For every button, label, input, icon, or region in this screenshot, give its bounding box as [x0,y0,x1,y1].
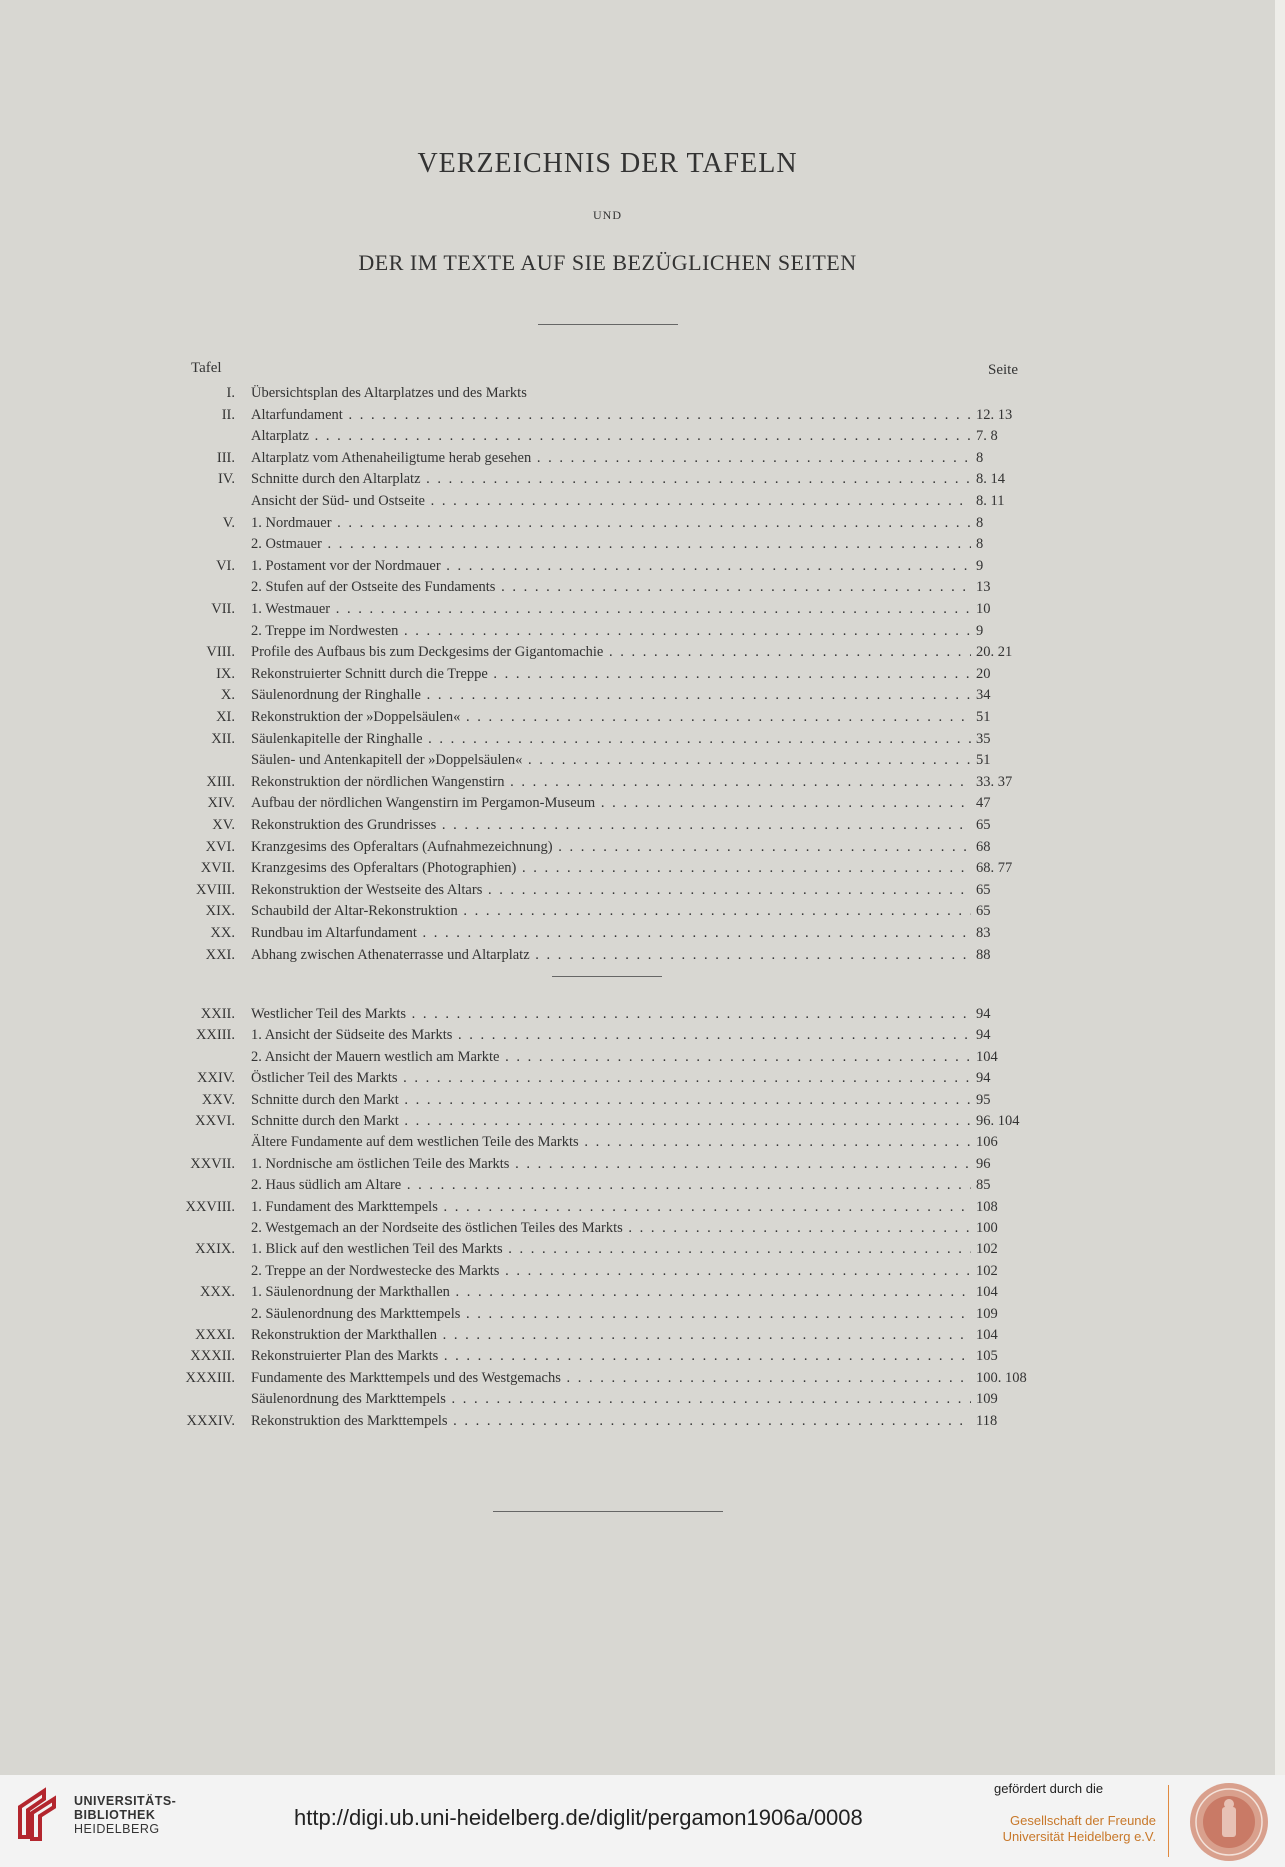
toc-entry [0,428,1285,449]
page-reference: 105 [976,1348,998,1365]
plate-number: I. [226,385,235,401]
toc-entry [0,1263,1285,1284]
plate-number: XXIV. [197,1070,235,1087]
page-reference: 94 [976,1027,991,1044]
page-reference: 68 [976,838,991,855]
plate-number: V. [222,514,235,531]
plate-title: Rekonstruktion der nördlichen Wangenstirn . . . [251,774,971,791]
page-reference: 102 [976,1241,998,1258]
plate-number: VIII. [206,644,235,661]
page-reference: 12. 13 [976,406,1013,423]
page-reference: 7. 8 [976,428,998,445]
page-reference: 106 [976,1134,998,1151]
page-reference: 94 [976,1070,991,1087]
plate-title: 1. Fundament des Markttempels . . . [251,1199,971,1216]
toc-entry [0,471,1285,492]
plate-number: XXIII. [195,1027,235,1044]
page-reference: 104 [976,1327,998,1343]
toc-entry [0,839,1285,860]
university-seal-icon [1188,1781,1270,1863]
plate-title: Schaubild der Altar-Rekonstruktion . . . [251,903,971,920]
plate-number: XXVI. [195,1113,235,1129]
plate-number: XXII. [200,1006,235,1022]
library-name-line2: BIBLIOTHEK [74,1808,156,1822]
toc-entry [0,666,1285,687]
plate-number: XV. [212,817,235,833]
page-reference: 8 [976,536,984,553]
page-reference: 88 [976,946,991,963]
toc-entry [0,1070,1285,1091]
plate-number: XXV. [201,1091,235,1108]
plate-number: XI. [216,709,235,725]
plate-number: IX. [216,665,235,682]
plate-title: Rekonstruktion des Grundrisses . . . [251,817,971,834]
toc-entry [0,1134,1285,1155]
toc-entry [0,1006,1285,1027]
toc-entry [0,752,1285,773]
sponsor-name [968,1813,1156,1845]
toc-entry [0,1177,1285,1198]
toc-entry [0,709,1285,730]
library-logo-icon [14,1785,62,1843]
plate-title: Abhang zwischen Athenaterrasse und Altarplatz . . . [251,947,971,964]
plate-title: Rekonstruktion des Markttempels . . . [251,1413,971,1430]
page-reference: 33. 37 [976,773,1013,790]
footer-bar [0,1775,1285,1867]
page-reference: 109 [976,1305,998,1322]
end-divider [493,1511,723,1512]
plate-number: XXVIII. [185,1198,235,1215]
plate-title: Schnitte durch den Markt . . . [251,1092,971,1109]
plate-title: Rekonstruktion der Westseite des Altars . . . [251,882,971,899]
sponsor-intro: gefördert durch die [994,1781,1104,1796]
page-reference: 47 [976,795,991,812]
toc-entry [0,1391,1285,1412]
toc-entry [0,1199,1285,1220]
toc-entry [0,1348,1285,1369]
page-reference: 34 [976,687,991,704]
page-reference: 8 [976,514,984,531]
plate-title: 2. Westgemach an der Nordseite des östlichen Teiles des Markts . . . [251,1220,971,1237]
page-reference: 100. 108 [976,1369,1027,1386]
toc-entry [0,903,1285,924]
plate-title: Schnitte durch den Altarplatz . . . [251,471,971,488]
permalink-url[interactable]: http://digi.ub.uni-heidelberg.de/diglit/pergamon1906a/0008 [294,1805,863,1830]
page-reference: 100 [976,1220,998,1236]
toc-entry [0,1092,1285,1113]
toc-entry [0,558,1285,579]
title-conjunction: UND [593,208,622,222]
page-reference: 20. 21 [976,644,1013,661]
plate-title: 2. Säulenordnung des Markttempels . . . [251,1306,971,1323]
sponsor-name-line2: Universität Heidelberg e.V. [1002,1829,1156,1844]
toc-entry [0,1027,1285,1048]
library-name-line1: UNIVERSITÄTS- [74,1794,177,1808]
page-reference: 104 [976,1048,998,1065]
toc-entry [0,795,1285,816]
plate-title: Säulenordnung des Markttempels . . . [251,1391,971,1408]
plate-title: Säulen- und Antenkapitell der »Doppelsäulen« . . . [251,752,971,769]
plate-number: XVII. [200,860,235,877]
plate-number: VII. [211,601,235,617]
page-reference: 65 [976,903,991,920]
plate-title: Altarfundament . . . [251,407,971,424]
library-name-line3: HEIDELBERG [74,1822,160,1836]
sponsor-name-line1: Gesellschaft der Freunde [1010,1813,1156,1828]
toc-entry [0,731,1285,752]
page-reference: 68. 77 [976,860,1013,877]
plate-title: Kranzgesims des Opferaltars (Aufnahmezeichnung) . . . [251,839,971,856]
library-name [74,1794,176,1836]
plate-title: 2. Ansicht der Mauern westlich am Markte . . . [251,1049,971,1066]
toc-entry [0,687,1285,708]
plate-title: 1. Ansicht der Südseite des Markts . . . [251,1027,971,1044]
plate-number: XXIX. [195,1241,235,1258]
plate-number: IV. [217,471,235,488]
page-reference: 8. 14 [976,471,1005,488]
plate-title: 1. Nordmauer . . . [251,515,971,532]
page-reference: 8. 11 [976,493,1005,509]
plate-title: Übersichtsplan des Altarplatzes und des Markts [251,385,527,401]
page-reference: 65 [976,817,991,833]
page-reference: 102 [976,1262,998,1279]
plate-number: XIX. [205,903,235,920]
page-reference: 10 [976,601,991,617]
toc-entry [0,1241,1285,1262]
section-divider [552,976,662,977]
plate-title: Altarplatz . . . [251,428,971,445]
plate-title: Rekonstruktion der »Doppelsäulen« . . . [251,709,971,726]
page-reference: 104 [976,1284,998,1301]
footer-separator [1168,1785,1169,1857]
toc-entry [0,450,1285,471]
toc-entry [0,1327,1285,1348]
toc-entry [0,493,1285,514]
page-reference: 108 [976,1198,998,1215]
toc-entry [0,385,1285,406]
toc-entry [0,515,1285,536]
plate-title: 1. Säulenordnung der Markthallen . . . [251,1284,971,1301]
toc-entry [0,1284,1285,1305]
plate-title: Östlicher Teil des Markts . . . [251,1070,971,1087]
plate-title: Säulenkapitelle der Ringhalle . . . [251,731,971,748]
plate-title: 2. Ostmauer . . . [251,536,971,553]
title-divider [538,324,678,325]
page-reference: 35 [976,730,991,747]
plate-title: Rekonstruktion der Markthallen . . . [251,1327,971,1344]
page-reference: 118 [976,1412,998,1429]
plate-title: Profile des Aufbaus bis zum Deckgesims der Gigantomachie . . . [251,644,971,661]
plate-number: II. [221,406,235,423]
page-reference: 51 [976,752,991,769]
page-reference: 95 [976,1091,991,1108]
plate-number: XXXIII. [185,1369,235,1386]
plate-number: XXI. [205,946,235,963]
plate-title: Rekonstruierter Plan des Markts . . . [251,1348,971,1365]
plate-number: XIV. [207,795,235,812]
page-reference: 9 [976,557,984,574]
toc-entry [0,817,1285,838]
plate-title: 1. Nordnische am östlichen Teile des Markts . . . [251,1156,971,1173]
page-reference: 94 [976,1006,991,1022]
plate-title: Schnitte durch den Markt . . . [251,1113,971,1130]
toc-entry [0,579,1285,600]
plate-number: XXXII. [190,1348,235,1365]
toc-entry [0,1413,1285,1434]
toc-entry [0,882,1285,903]
plate-title: Ältere Fundamente auf dem westlichen Teile des Markts . . . [251,1134,971,1151]
plate-title: 1. Postament vor der Nordmauer . . . [251,558,971,575]
column-header-tafel: Tafel [191,360,222,376]
plate-title: 1. Westmauer . . . [251,601,971,618]
plate-number: XXX. [199,1284,235,1301]
toc-entry [0,1306,1285,1327]
plate-number: VI. [216,557,235,574]
toc-entry [0,536,1285,557]
page-reference: 96. 104 [976,1113,1020,1129]
page-reference: 65 [976,881,991,898]
plate-number: XXXIV. [186,1412,235,1429]
toc-entry [0,1156,1285,1177]
plate-title: Ansicht der Süd- und Ostseite . . . [251,493,971,510]
plate-title: Westlicher Teil des Markts . . . [251,1006,971,1023]
toc-entry [0,774,1285,795]
plate-number: XVIII. [195,881,235,898]
page-reference: 83 [976,925,991,941]
column-header-seite: Seite [988,362,1018,378]
plate-title: Altarplatz vom Athenaheiligtume herab gesehen . . . [251,450,971,467]
page-subtitle: DER IM TEXTE AUF SIE BEZÜGLICHEN SEITEN [358,250,857,275]
toc-entry [0,1220,1285,1241]
toc-entry [0,1113,1285,1134]
plate-number: XII. [211,730,235,747]
plate-title: Fundamente des Markttempels und des Westgemachs . . . [251,1370,971,1387]
page-reference: 9 [976,622,984,639]
toc-entry [0,860,1285,881]
plate-title: Rekonstruierter Schnitt durch die Treppe . . . [251,666,971,683]
plate-number: XXXI. [195,1327,235,1343]
page-reference: 109 [976,1391,998,1408]
toc-entry [0,623,1285,644]
toc-entry [0,407,1285,428]
toc-entry [0,1049,1285,1070]
page-reference: 85 [976,1177,991,1194]
plate-title: 2. Stufen auf der Ostseite des Fundaments . . . [251,579,971,596]
plate-number: XXVII. [190,1155,235,1172]
page-reference: 8 [976,449,984,466]
toc-entry [0,644,1285,665]
plate-title: Kranzgesims des Opferaltars (Photographien) . . . [251,860,971,877]
page-reference: 20 [976,665,991,682]
plate-title: Rundbau im Altarfundament . . . [251,925,971,942]
plate-title: Aufbau der nördlichen Wangenstirn im Pergamon-Museum . . . [251,795,971,812]
plate-number: X. [220,687,235,704]
page-reference: 51 [976,709,991,725]
plate-number: XVI. [205,838,235,855]
plate-title: 2. Treppe im Nordwesten . . . [251,623,971,640]
page-reference: 96 [976,1155,991,1172]
plate-title: 2. Treppe an der Nordwestecke des Markts . . . [251,1263,971,1280]
toc-entry [0,925,1285,946]
page-reference: 13 [976,579,991,596]
toc-entry [0,1370,1285,1391]
toc-entry [0,601,1285,622]
plate-title: Säulenordnung der Ringhalle . . . [251,687,971,704]
toc-entry [0,947,1285,968]
page-title: VERZEICHNIS DER TAFELN [417,148,798,179]
plate-title: 1. Blick auf den westlichen Teil des Markts . . . [251,1241,971,1258]
plate-title: 2. Haus südlich am Altare . . . [251,1177,971,1194]
plate-number: III. [216,449,235,466]
plate-number: XX. [210,925,235,941]
plate-number: XIII. [206,773,235,790]
